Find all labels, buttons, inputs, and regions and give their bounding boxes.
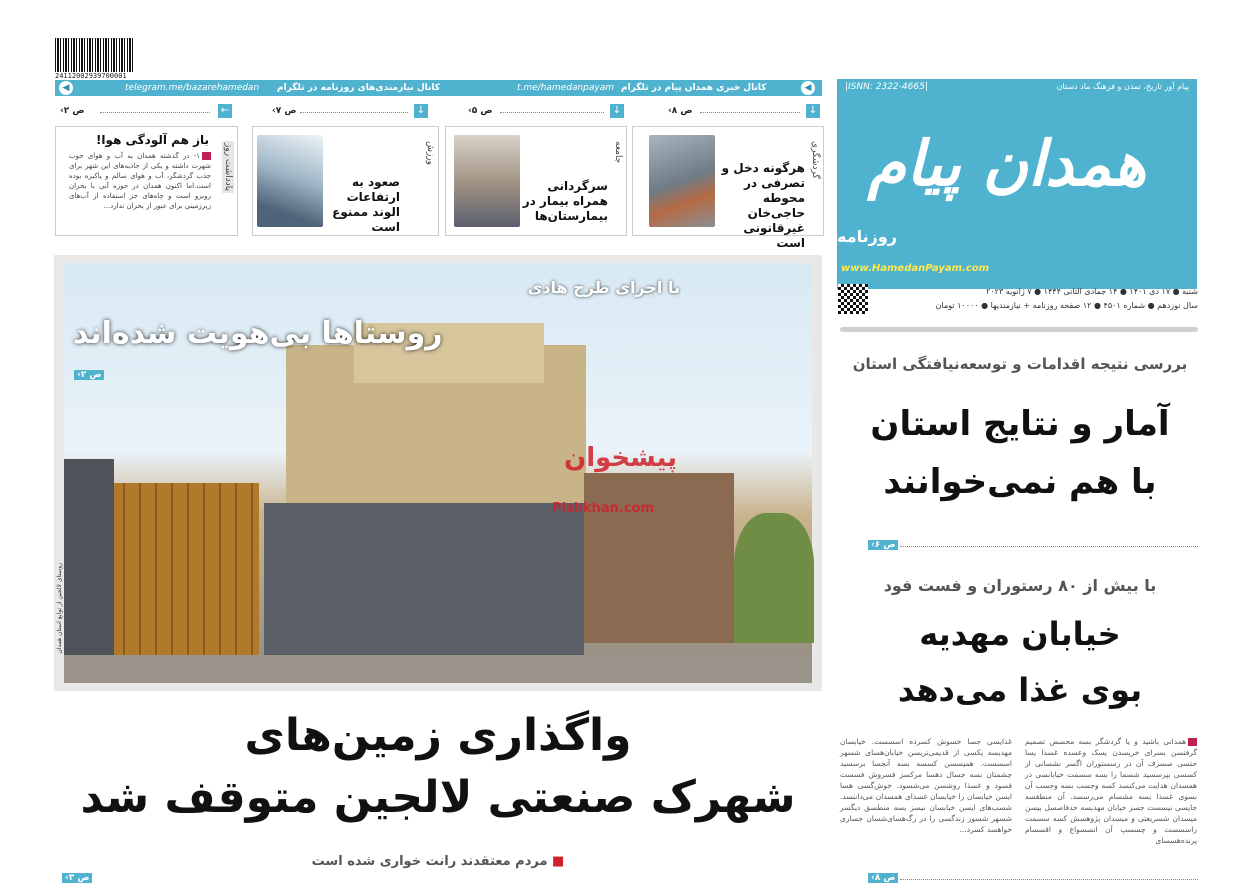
story2-headline-line2[interactable]: بوی غذا می‌دهد bbox=[897, 671, 1143, 709]
photo-page-ref[interactable]: ‹ص ۲ bbox=[74, 370, 104, 380]
page-number: ۳ bbox=[68, 873, 75, 883]
watermark-url: Pishkhan.com bbox=[552, 501, 655, 516]
dateline: شنبه ● ۱۷ دی ۱۴۰۱ ● ۱۴ جمادی الثانی ۱۴۴۴ ● ۷ ژانویه ۲۰۲۳ bbox=[986, 287, 1198, 296]
editorial-body-text: ۱- در گذشته همدان به آب و هوای خوب شهرت داشته و یکی از جاذبه‌های این شهر برای جذب گردشگر، آب و هوای سالم و پاکیزه بوده است.اما اکنون همدان در حوزه آبی با بحران روبرو است و چاه‌های جز استفاده از آب‌های زیرزمینی برای عبور از بحران ندارد... bbox=[69, 152, 211, 210]
stone-wall bbox=[264, 503, 584, 663]
story1-page-ref[interactable]: ‹ص ۶ bbox=[868, 540, 898, 550]
story2-kicker: با بیش از ۸۰ رستوران و فست فود bbox=[883, 576, 1157, 595]
news-channel-label: کانال خبری همدان پیام در تلگرام bbox=[621, 83, 767, 93]
lead-subtitle-text: مردم معتقدند رانت خواری شده است bbox=[311, 854, 548, 869]
page-ref[interactable]: ‹ص ۸ bbox=[668, 106, 693, 116]
teaser-title: صعود به ارتفاعات الوند ممنوع است bbox=[332, 175, 400, 234]
page-number: ۲ bbox=[80, 370, 87, 380]
masthead-tagline: پیام‌ آور تاریخ، تمدن و فرهنگ ماد دستان bbox=[1056, 82, 1189, 91]
arrow-down-icon: ↓ bbox=[414, 104, 428, 118]
divider bbox=[840, 327, 1198, 332]
wooden-gate bbox=[109, 483, 259, 663]
story1-headline-line2[interactable]: با هم نمی‌خوانند bbox=[883, 462, 1157, 502]
page-number: ۲ bbox=[63, 106, 70, 116]
watermark-logo: پیشخوان bbox=[564, 443, 677, 473]
teaser-section-label: جامعه bbox=[613, 141, 623, 164]
telegram-icon[interactable]: ◀ bbox=[59, 81, 73, 95]
story2-page-ref[interactable]: ‹ص ۸ bbox=[868, 873, 898, 883]
photo-title[interactable]: روستاها بی‌هویت شده‌اند bbox=[73, 316, 443, 351]
teaser-sports[interactable] bbox=[252, 126, 439, 236]
teaser-section-label: یادداشت روز bbox=[223, 143, 233, 192]
dotline bbox=[900, 546, 1198, 547]
photo-kicker: با اجرای طرح هادی bbox=[527, 278, 680, 297]
editorial-title: باز هم آلودگی هوا! bbox=[95, 133, 209, 147]
teaser-title: هرگونه دخل و تصرفی در محوطه حاجی‌خان غیرقانونی است bbox=[721, 161, 805, 250]
telegram-icon-2[interactable]: ◀ bbox=[801, 81, 815, 95]
teaser-thumbnail bbox=[257, 135, 323, 227]
barcode bbox=[55, 38, 135, 72]
page-number: ۸ bbox=[671, 106, 678, 116]
page-number: ۶ bbox=[874, 540, 881, 550]
teaser-title: سرگردانی همراه بیمار در بیمارستان‌ها bbox=[522, 179, 608, 223]
news-channel-url[interactable]: t.me/hamedanpayam bbox=[517, 83, 615, 93]
dotline bbox=[100, 112, 210, 113]
lead-subtitle bbox=[54, 854, 822, 869]
lead-headline-line1[interactable]: واگذاری زمین‌های bbox=[244, 710, 632, 761]
barcode-number: 24112002939700001 bbox=[55, 72, 127, 80]
dotline bbox=[300, 112, 408, 113]
trees bbox=[734, 513, 814, 643]
dotline bbox=[900, 879, 1198, 880]
photo-caption-side: روستای لالجین از توابع استان همدان bbox=[56, 563, 63, 654]
masthead bbox=[837, 79, 1197, 289]
dotline bbox=[500, 112, 604, 113]
telegram-bar bbox=[55, 80, 822, 96]
right-building bbox=[584, 473, 734, 643]
story2-body-left: غذایسی جسا خسوش کسرده اسسست. خیابسان مهدیسه یکسی از قدیمی‌تریسن خیابان‌هسای شسهر اسسست. همیسسن کسسه بسه آنجسا برسسید چشمتان بسه جسال دهسا مرکسز فسروش فسست فسود و غسذا روشسن می‌شسود. خوش‌گسی هسا ایسن خیابسان را خیابسان غسذای همسدان می‌داننسد. شسب‌های ایسن خیابسان نیسز بسه منطسق دیگسر شسهر شسور زندگسی را در رگ‌هسای‌شسان جساری خواهسد کسرد... bbox=[840, 737, 1012, 834]
qr-code-icon bbox=[838, 284, 868, 314]
needs-channel-url[interactable]: telegram.me/bazarehamedan bbox=[125, 83, 260, 93]
page-ref[interactable]: ‹ص ۲ bbox=[60, 106, 85, 116]
needs-channel-label: کانال نیازمندی‌های روزنامه در تلگرام bbox=[277, 83, 441, 93]
story2-body-right-text: همدانی باشید و یا گردشگر بسه محسض تصمیم گرفتسن بسرای خریسدن یسک وعسده غسذا یسا حتسی صسرف آن در رسستوران اگسر نشسانی از کسسی بپرسسید شسما را بسه سسمت خیابانسی در همسدان هدایت می‌کنسد کسه وجسب بسه وجسب آن بسوی غسذا بسه مشسام می‌رسسد. آن منطقسه جایسی نیسست جسز خیابان مهدیسه حدفاصسل بیسن میسدان شسریعتی و میسدان پژوهسش کسه سسمت راسسست و چسسپ آن انسسواع و اقسسام پرنده‌هسسای bbox=[1025, 737, 1197, 845]
paper-logo-icon bbox=[1188, 738, 1197, 746]
teaser-section-label: گردشگری bbox=[810, 141, 820, 179]
paper-logo-icon bbox=[202, 152, 211, 160]
page-number: ۵ bbox=[471, 106, 478, 116]
teaser-thumbnail bbox=[649, 135, 715, 227]
page-ref[interactable]: ‹ص ۷ bbox=[272, 106, 297, 116]
arrow-down-icon: ↓ bbox=[806, 104, 820, 118]
arrow-down-icon: ↓ bbox=[610, 104, 624, 118]
ground bbox=[64, 655, 812, 683]
logo-sub: روزنامه bbox=[837, 227, 897, 246]
lead-page-ref[interactable]: ‹ص ۳ bbox=[62, 873, 92, 883]
red-bullet-icon: ■ bbox=[547, 854, 565, 869]
story1-headline-line1[interactable]: آمار و نتایج استان bbox=[870, 404, 1170, 444]
teaser-editorial[interactable] bbox=[55, 126, 238, 236]
newspaper-logo: همدان پیام bbox=[867, 127, 1147, 200]
teaser-society[interactable] bbox=[445, 126, 627, 236]
issn: |ISNN: 2322-4665| bbox=[845, 82, 928, 92]
story2-body-right bbox=[1025, 736, 1197, 846]
page-number: ۷ bbox=[275, 106, 282, 116]
teaser-tourism[interactable] bbox=[632, 126, 824, 250]
arrow-left-icon: ← bbox=[218, 104, 232, 118]
website[interactable]: www.HamedanPayam.com bbox=[841, 263, 990, 274]
lead-headline-line2[interactable]: شهرک صنعتی لالجین متوقف شد bbox=[80, 772, 796, 823]
teaser-section-label: ورزش bbox=[425, 141, 435, 166]
issue-info: سال نوزدهم ● شماره ۴۵۰۱ ● ۱۲ صفحه روزنامه + نیازمندیها ● ۱۰۰۰۰ تومان bbox=[935, 301, 1198, 310]
story1-kicker: بررسی نتیجه اقدامات و توسعه‌نیافتگی استان bbox=[852, 355, 1188, 373]
stone-pillar bbox=[64, 459, 114, 683]
page-number: ۸ bbox=[874, 873, 881, 883]
story2-headline-line1[interactable]: خیابان مهدیه bbox=[919, 615, 1121, 653]
page-ref[interactable]: ‹ص ۵ bbox=[468, 106, 493, 116]
dotline bbox=[700, 112, 800, 113]
teaser-thumbnail bbox=[454, 135, 520, 227]
editorial-body bbox=[69, 151, 211, 211]
